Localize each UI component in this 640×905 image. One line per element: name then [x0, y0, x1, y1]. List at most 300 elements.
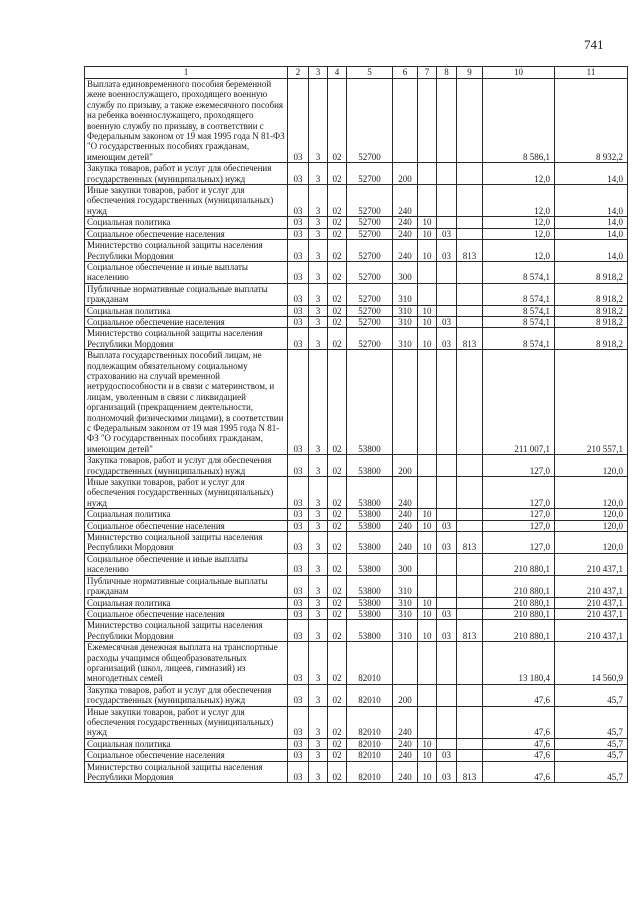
row-code-2: 03 — [288, 575, 309, 597]
row-code-5: 52700 — [347, 185, 393, 217]
budget-table — [84, 66, 628, 783]
row-code-9 — [457, 185, 483, 217]
table-row — [85, 706, 628, 738]
row-amount-11: 14,0 — [555, 228, 628, 239]
row-code-5: 82010 — [347, 738, 393, 749]
table-row — [85, 520, 628, 531]
row-code-6: 240 — [393, 240, 418, 262]
row-amount-10: 12,0 — [483, 217, 555, 228]
row-code-9 — [457, 477, 483, 509]
row-code-5: 53800 — [347, 455, 393, 477]
row-name: Социальное обеспечение населения — [85, 750, 288, 761]
row-code-7 — [418, 706, 437, 738]
column-header: 8 — [437, 67, 457, 79]
row-code-7: 10 — [418, 738, 437, 749]
row-code-9: 813 — [457, 328, 483, 350]
table-row — [85, 738, 628, 749]
row-code-2: 03 — [288, 608, 309, 619]
row-code-5: 52700 — [347, 228, 393, 239]
row-amount-11: 8 918,2 — [555, 316, 628, 327]
row-code-4: 02 — [328, 620, 347, 642]
row-code-3: 3 — [309, 261, 328, 283]
row-amount-10: 47,6 — [483, 684, 555, 706]
table-row — [85, 79, 628, 163]
row-code-7 — [418, 350, 437, 455]
column-header: 10 — [483, 67, 555, 79]
row-code-3: 3 — [309, 455, 328, 477]
row-code-4: 02 — [328, 684, 347, 706]
row-code-4: 02 — [328, 240, 347, 262]
row-amount-10: 8 574,1 — [483, 283, 555, 305]
row-code-2: 03 — [288, 520, 309, 531]
row-name: Министерство социальной защиты населения Республики Мордовия — [85, 532, 288, 554]
row-code-6 — [393, 350, 418, 455]
row-name: Социальная политика — [85, 305, 288, 316]
row-amount-11: 14,0 — [555, 217, 628, 228]
row-code-6: 200 — [393, 455, 418, 477]
table-row — [85, 217, 628, 228]
column-header: 1 — [85, 67, 288, 79]
row-code-5: 82010 — [347, 761, 393, 783]
row-code-4: 02 — [328, 79, 347, 163]
row-code-4: 02 — [328, 509, 347, 520]
table-row — [85, 761, 628, 783]
table-row — [85, 455, 628, 477]
row-code-9 — [457, 79, 483, 163]
row-code-7: 10 — [418, 217, 437, 228]
row-code-2: 03 — [288, 163, 309, 185]
row-code-4: 02 — [328, 185, 347, 217]
row-code-2: 03 — [288, 761, 309, 783]
row-amount-10: 127,0 — [483, 532, 555, 554]
row-amount-11: 210 437,1 — [555, 620, 628, 642]
row-code-5: 82010 — [347, 684, 393, 706]
row-amount-11: 45,7 — [555, 750, 628, 761]
row-code-2: 03 — [288, 706, 309, 738]
row-amount-10: 8 574,1 — [483, 316, 555, 327]
row-code-5: 53800 — [347, 608, 393, 619]
row-name: Социальное обеспечение и иные выплаты населению — [85, 553, 288, 575]
row-name: Публичные нормативные социальные выплаты гражданам — [85, 283, 288, 305]
row-code-9 — [457, 553, 483, 575]
row-code-7: 10 — [418, 240, 437, 262]
row-name: Закупка товаров, работ и услуг для обеспечения государственных (муниципальных) нужд — [85, 455, 288, 477]
row-code-2: 03 — [288, 350, 309, 455]
row-name: Министерство социальной защиты населения Республики Мордовия — [85, 240, 288, 262]
row-code-7: 10 — [418, 597, 437, 608]
row-code-9 — [457, 217, 483, 228]
row-code-4: 02 — [328, 261, 347, 283]
row-code-3: 3 — [309, 350, 328, 455]
row-code-9 — [457, 750, 483, 761]
row-code-2: 03 — [288, 620, 309, 642]
row-code-4: 02 — [328, 597, 347, 608]
row-code-4: 02 — [328, 350, 347, 455]
row-code-6: 240 — [393, 185, 418, 217]
row-name: Социальная политика — [85, 597, 288, 608]
column-header: 7 — [418, 67, 437, 79]
row-amount-10: 127,0 — [483, 520, 555, 531]
row-code-7 — [418, 477, 437, 509]
row-code-9 — [457, 520, 483, 531]
row-amount-10: 47,6 — [483, 750, 555, 761]
row-code-4: 02 — [328, 455, 347, 477]
row-code-2: 03 — [288, 316, 309, 327]
page-number: 741 — [584, 37, 604, 52]
row-code-3: 3 — [309, 316, 328, 327]
row-code-6: 240 — [393, 228, 418, 239]
row-code-9 — [457, 163, 483, 185]
row-code-2: 03 — [288, 509, 309, 520]
table-row — [85, 240, 628, 262]
row-code-8 — [437, 477, 457, 509]
row-code-5: 52700 — [347, 163, 393, 185]
row-amount-10: 127,0 — [483, 477, 555, 509]
row-amount-11: 8 918,2 — [555, 305, 628, 316]
row-code-6: 310 — [393, 328, 418, 350]
row-amount-11: 8 918,2 — [555, 283, 628, 305]
row-code-3: 3 — [309, 532, 328, 554]
table-row — [85, 350, 628, 455]
row-code-6 — [393, 642, 418, 685]
row-amount-10: 127,0 — [483, 455, 555, 477]
row-name: Социальное обеспечение населения — [85, 520, 288, 531]
table-row — [85, 642, 628, 685]
row-amount-11: 14,0 — [555, 240, 628, 262]
row-code-9 — [457, 706, 483, 738]
table-row — [85, 575, 628, 597]
row-code-5: 82010 — [347, 642, 393, 685]
row-code-3: 3 — [309, 642, 328, 685]
row-code-9 — [457, 350, 483, 455]
row-code-6: 300 — [393, 261, 418, 283]
row-code-5: 82010 — [347, 706, 393, 738]
row-name: Публичные нормативные социальные выплаты гражданам — [85, 575, 288, 597]
row-code-8 — [437, 597, 457, 608]
row-amount-10: 12,0 — [483, 228, 555, 239]
row-code-6: 240 — [393, 509, 418, 520]
row-code-8 — [437, 455, 457, 477]
row-code-8: 03 — [437, 240, 457, 262]
row-code-8: 03 — [437, 532, 457, 554]
table-header-row — [85, 67, 628, 79]
row-code-5: 52700 — [347, 240, 393, 262]
row-amount-11: 14 560,9 — [555, 642, 628, 685]
row-code-8 — [437, 575, 457, 597]
row-code-8: 03 — [437, 608, 457, 619]
row-code-6: 240 — [393, 477, 418, 509]
row-code-9 — [457, 316, 483, 327]
row-code-4: 02 — [328, 750, 347, 761]
row-code-6: 200 — [393, 163, 418, 185]
table-row — [85, 532, 628, 554]
row-name: Закупка товаров, работ и услуг для обеспечения государственных (муниципальных) нужд — [85, 684, 288, 706]
table-row — [85, 477, 628, 509]
row-code-3: 3 — [309, 597, 328, 608]
row-code-2: 03 — [288, 185, 309, 217]
row-amount-10: 8 574,1 — [483, 328, 555, 350]
row-code-9: 813 — [457, 532, 483, 554]
row-code-8: 03 — [437, 316, 457, 327]
row-code-2: 03 — [288, 283, 309, 305]
row-code-7: 10 — [418, 761, 437, 783]
row-code-3: 3 — [309, 750, 328, 761]
row-code-2: 03 — [288, 228, 309, 239]
row-code-8 — [437, 261, 457, 283]
row-code-7 — [418, 163, 437, 185]
row-code-7: 10 — [418, 316, 437, 327]
row-code-2: 03 — [288, 217, 309, 228]
row-code-6: 240 — [393, 706, 418, 738]
row-code-7 — [418, 642, 437, 685]
row-code-5: 53800 — [347, 509, 393, 520]
row-code-9 — [457, 261, 483, 283]
row-name: Министерство социальной защиты населения Республики Мордовия — [85, 328, 288, 350]
row-amount-10: 8 574,1 — [483, 305, 555, 316]
row-code-8 — [437, 684, 457, 706]
row-code-7 — [418, 185, 437, 217]
row-code-3: 3 — [309, 305, 328, 316]
row-code-6: 240 — [393, 738, 418, 749]
row-amount-10: 47,6 — [483, 706, 555, 738]
row-amount-11: 120,0 — [555, 509, 628, 520]
row-code-5: 53800 — [347, 575, 393, 597]
row-amount-10: 47,6 — [483, 761, 555, 783]
row-code-3: 3 — [309, 738, 328, 749]
row-code-7: 10 — [418, 532, 437, 554]
row-code-7 — [418, 261, 437, 283]
row-amount-11: 210 437,1 — [555, 553, 628, 575]
table-row — [85, 261, 628, 283]
row-code-8 — [437, 642, 457, 685]
row-code-6: 310 — [393, 597, 418, 608]
row-code-4: 02 — [328, 217, 347, 228]
row-code-2: 03 — [288, 328, 309, 350]
row-code-7: 10 — [418, 305, 437, 316]
row-code-8: 03 — [437, 620, 457, 642]
row-code-7 — [418, 79, 437, 163]
row-code-5: 82010 — [347, 750, 393, 761]
row-code-7: 10 — [418, 509, 437, 520]
row-code-9 — [457, 283, 483, 305]
table-row — [85, 620, 628, 642]
row-code-8 — [437, 305, 457, 316]
column-header: 2 — [288, 67, 309, 79]
row-code-7 — [418, 553, 437, 575]
row-code-3: 3 — [309, 477, 328, 509]
row-code-4: 02 — [328, 305, 347, 316]
row-code-8 — [437, 217, 457, 228]
row-name: Социальное обеспечение населения — [85, 608, 288, 619]
row-amount-10: 210 880,1 — [483, 597, 555, 608]
row-amount-10: 211 007,1 — [483, 350, 555, 455]
row-code-9 — [457, 738, 483, 749]
table-row — [85, 328, 628, 350]
row-code-4: 02 — [328, 477, 347, 509]
row-amount-11: 14,0 — [555, 163, 628, 185]
row-code-4: 02 — [328, 761, 347, 783]
table-row — [85, 185, 628, 217]
row-amount-11: 210 437,1 — [555, 608, 628, 619]
row-name: Социальная политика — [85, 509, 288, 520]
row-code-5: 53800 — [347, 477, 393, 509]
row-code-4: 02 — [328, 316, 347, 327]
row-code-7 — [418, 575, 437, 597]
row-code-3: 3 — [309, 240, 328, 262]
row-code-2: 03 — [288, 684, 309, 706]
row-name: Ежемесячная денежная выплата на транспортные расходы учащимся общеобразовательных организаций (школ, лицеев, гимназий) из многодетных семей — [85, 642, 288, 685]
table-row — [85, 163, 628, 185]
row-name: Социальное обеспечение населения — [85, 316, 288, 327]
row-name: Иные закупки товаров, работ и услуг для обеспечения государственных (муниципальных) нужд — [85, 185, 288, 217]
row-code-8 — [437, 79, 457, 163]
row-code-3: 3 — [309, 620, 328, 642]
row-code-2: 03 — [288, 553, 309, 575]
row-code-5: 53800 — [347, 520, 393, 531]
row-code-4: 02 — [328, 163, 347, 185]
row-code-5: 53800 — [347, 620, 393, 642]
row-code-5: 52700 — [347, 328, 393, 350]
row-code-2: 03 — [288, 738, 309, 749]
row-amount-10: 12,0 — [483, 240, 555, 262]
row-code-4: 02 — [328, 738, 347, 749]
row-code-2: 03 — [288, 532, 309, 554]
row-amount-11: 45,7 — [555, 738, 628, 749]
row-code-9: 813 — [457, 240, 483, 262]
table-row — [85, 283, 628, 305]
row-code-5: 52700 — [347, 283, 393, 305]
row-amount-10: 210 880,1 — [483, 608, 555, 619]
row-code-8: 03 — [437, 761, 457, 783]
row-amount-10: 210 880,1 — [483, 620, 555, 642]
row-code-3: 3 — [309, 228, 328, 239]
row-name: Министерство социальной защиты населения Республики Мордовия — [85, 620, 288, 642]
row-code-9 — [457, 509, 483, 520]
column-header: 3 — [309, 67, 328, 79]
row-code-3: 3 — [309, 79, 328, 163]
row-code-4: 02 — [328, 553, 347, 575]
row-name: Выплата государственных пособий лицам, не подлежащим обязательному социальному страхованию на случай временной нетрудоспособности и в связи с материнством, и лицам, уволенным в связи с ликвидацией организаций (прекращением деятельности, полномочий физическими лицами), в соответствии с Федеральным законом от 19 мая 1995 года N 81-ФЗ "О государственных пособиях гражданам, имеющим детей" — [85, 350, 288, 455]
row-code-7: 10 — [418, 750, 437, 761]
column-header: 6 — [393, 67, 418, 79]
row-code-9 — [457, 575, 483, 597]
row-code-3: 3 — [309, 328, 328, 350]
table-row — [85, 597, 628, 608]
row-code-5: 52700 — [347, 305, 393, 316]
table-row — [85, 316, 628, 327]
row-amount-11: 120,0 — [555, 520, 628, 531]
row-code-3: 3 — [309, 608, 328, 619]
table-row — [85, 750, 628, 761]
row-code-8: 03 — [437, 328, 457, 350]
row-code-8 — [437, 738, 457, 749]
table-row — [85, 684, 628, 706]
row-code-6: 310 — [393, 620, 418, 642]
row-amount-11: 210 557,1 — [555, 350, 628, 455]
row-code-6: 310 — [393, 316, 418, 327]
row-name: Закупка товаров, работ и услуг для обеспечения государственных (муниципальных) нужд — [85, 163, 288, 185]
row-code-9 — [457, 228, 483, 239]
row-name: Иные закупки товаров, работ и услуг для обеспечения государственных (муниципальных) нужд — [85, 477, 288, 509]
row-code-3: 3 — [309, 575, 328, 597]
table-row — [85, 228, 628, 239]
row-code-8 — [437, 706, 457, 738]
row-code-5: 53800 — [347, 597, 393, 608]
row-code-6: 200 — [393, 684, 418, 706]
row-name: Иные закупки товаров, работ и услуг для обеспечения государственных (муниципальных) нужд — [85, 706, 288, 738]
row-code-6 — [393, 79, 418, 163]
row-code-9 — [457, 305, 483, 316]
row-code-6: 240 — [393, 761, 418, 783]
row-amount-10: 8 586,1 — [483, 79, 555, 163]
row-code-4: 02 — [328, 520, 347, 531]
row-amount-10: 47,6 — [483, 738, 555, 749]
row-amount-10: 210 880,1 — [483, 553, 555, 575]
row-amount-11: 14,0 — [555, 185, 628, 217]
row-code-8 — [437, 163, 457, 185]
row-amount-11: 210 437,1 — [555, 575, 628, 597]
row-amount-10: 8 574,1 — [483, 261, 555, 283]
table-row — [85, 509, 628, 520]
row-name: Социальная политика — [85, 217, 288, 228]
row-code-4: 02 — [328, 575, 347, 597]
row-code-2: 03 — [288, 305, 309, 316]
row-code-6: 310 — [393, 575, 418, 597]
column-header: 11 — [555, 67, 628, 79]
row-code-8 — [437, 185, 457, 217]
row-code-7: 10 — [418, 328, 437, 350]
row-code-4: 02 — [328, 283, 347, 305]
row-code-4: 02 — [328, 706, 347, 738]
row-code-7 — [418, 283, 437, 305]
row-amount-10: 210 880,1 — [483, 575, 555, 597]
row-code-5: 52700 — [347, 217, 393, 228]
row-code-7 — [418, 455, 437, 477]
row-name: Выплата единовременного пособия беременной жене военнослужащего, проходящего военную службу по призыву, а также ежемесячного пособия на ребенка военнослужащего, проходящего военную службу по призыву, в соответствии с Федеральным законом от 19 мая 1995 года N 81-ФЗ "О государственных пособиях гражданам, имеющим детей" — [85, 79, 288, 163]
row-code-3: 3 — [309, 283, 328, 305]
row-code-9 — [457, 608, 483, 619]
table-row — [85, 608, 628, 619]
row-code-2: 03 — [288, 79, 309, 163]
row-code-2: 03 — [288, 261, 309, 283]
row-code-3: 3 — [309, 217, 328, 228]
row-code-7: 10 — [418, 228, 437, 239]
column-header: 9 — [457, 67, 483, 79]
row-name: Социальное обеспечение и иные выплаты населению — [85, 261, 288, 283]
row-code-5: 53800 — [347, 532, 393, 554]
row-code-2: 03 — [288, 477, 309, 509]
row-code-6: 300 — [393, 553, 418, 575]
row-code-3: 3 — [309, 761, 328, 783]
column-header: 4 — [328, 67, 347, 79]
row-code-3: 3 — [309, 553, 328, 575]
row-code-5: 52700 — [347, 316, 393, 327]
row-code-9 — [457, 455, 483, 477]
row-code-7: 10 — [418, 620, 437, 642]
row-code-6: 240 — [393, 532, 418, 554]
row-code-8 — [437, 509, 457, 520]
row-code-8 — [437, 283, 457, 305]
row-amount-11: 120,0 — [555, 455, 628, 477]
row-code-2: 03 — [288, 597, 309, 608]
row-code-6: 240 — [393, 520, 418, 531]
row-code-9: 813 — [457, 620, 483, 642]
row-code-8: 03 — [437, 228, 457, 239]
row-code-4: 02 — [328, 532, 347, 554]
row-code-3: 3 — [309, 509, 328, 520]
row-code-3: 3 — [309, 163, 328, 185]
row-code-8 — [437, 350, 457, 455]
